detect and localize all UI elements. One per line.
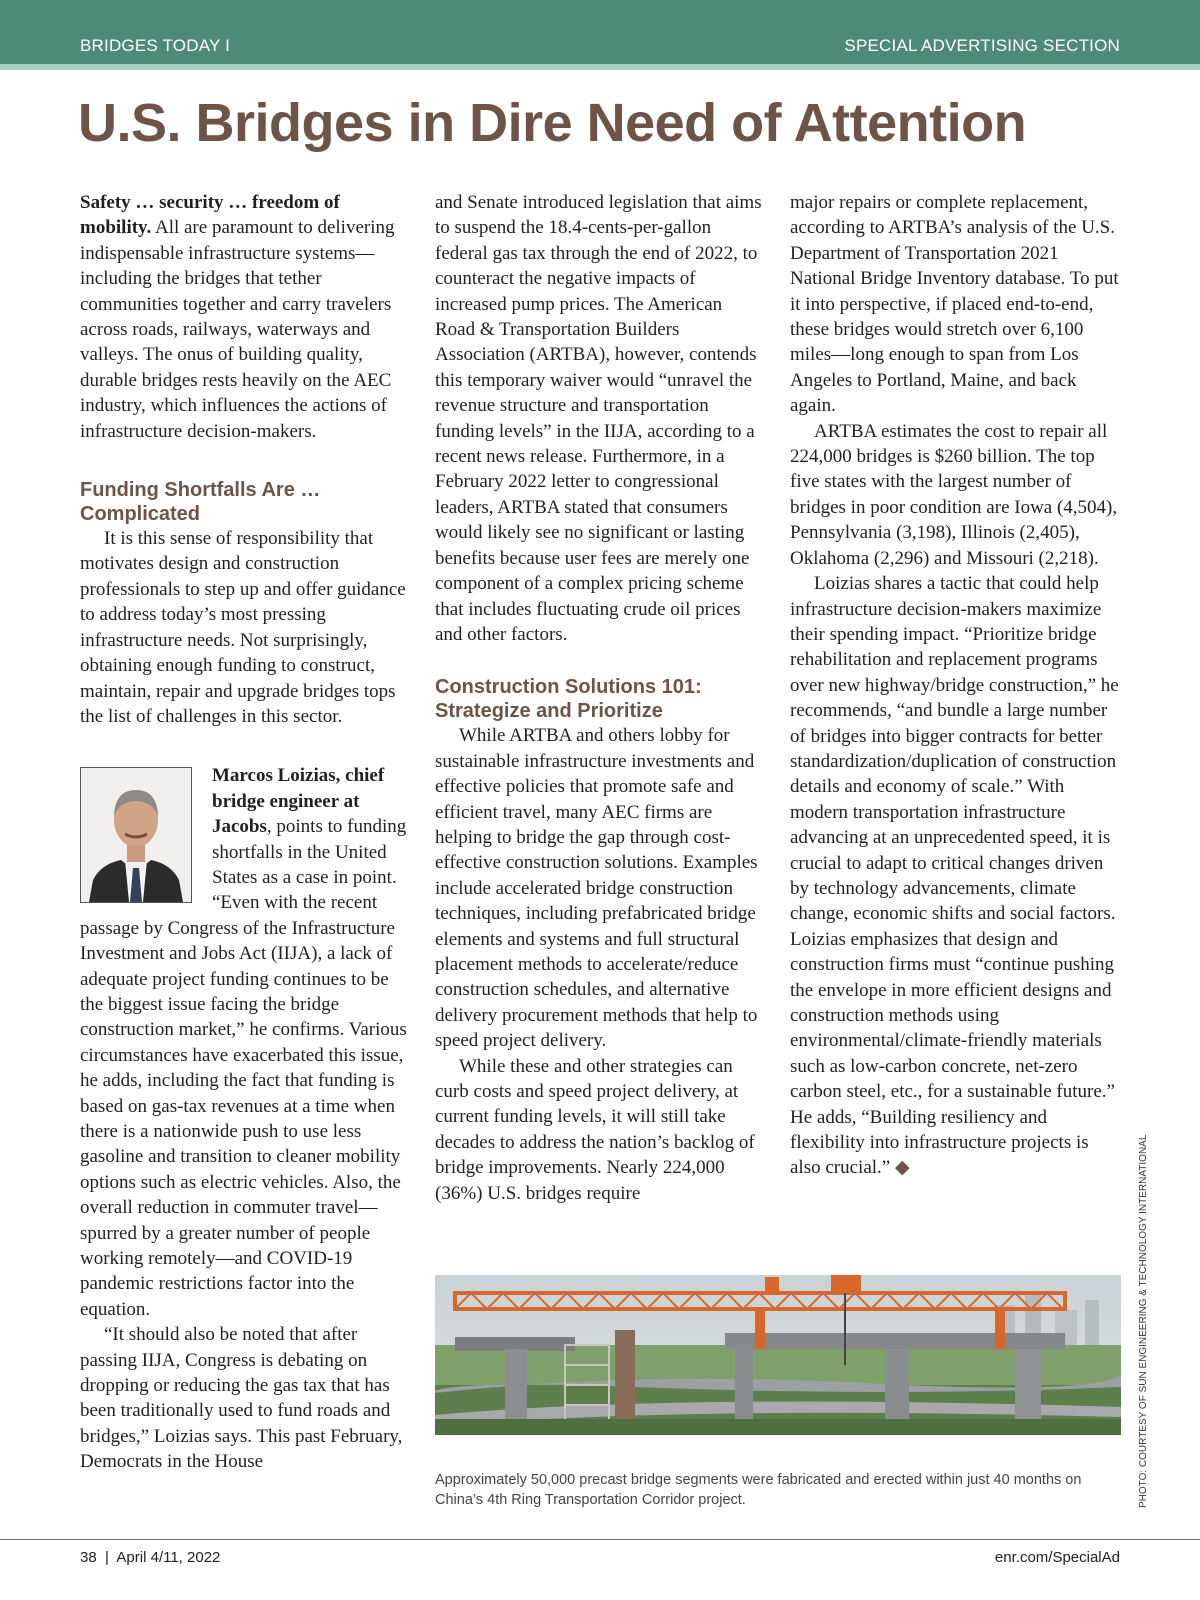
paragraph: It is this sense of responsibility that motivates design and construction professionals to step up and offer guidance to address today’s most pressing infrastructure needs. Not surprisingly, obtaining enough funding to construct, maintain, repair and upgrade bridges tops the list of challenges in this sector. xyxy=(80,528,406,727)
closing-text: Loizias shares a tactic that could help infrastructure decision-makers maximize their spending impact. “Prioritize bridge rehabilitation and replacement programs over new highway/bridge construction,” he recommends, “and bundle a large number of bridges into bigger contracts for better standardization/duplication of construction details and economy of scale.” With modern transportation infrastructure advancing at an unprecedented speed, it is crucial to adapt to critical changes driven by technology advancements, climate change, economic shifts and social factors. Loizias emphasizes that design and construction firms must “continue pushing the envelope in more efficient designs and construction methods using environmental/climate-friendly materials such as low-carbon concrete, net-zero carbon steel, etc., for a sustainable future.” He adds, “Building resiliency and flexibility into infrastructure projects is also crucial.” xyxy=(790,573,1119,1179)
speaker-name: Marcos Loizias, chief bridge engineer at Jacobs xyxy=(212,765,385,838)
quote-block xyxy=(80,763,410,1322)
person-portrait-icon xyxy=(81,768,191,902)
header-bar xyxy=(0,0,1200,70)
page-title: U.S. Bridges in Dire Need of Attention xyxy=(78,93,1027,153)
paragraph xyxy=(790,571,1120,1181)
intro-text: All are paramount to delivering indispensable infrastructure systems—including the bridges that tether communities together and carry travelers across roads, railways, waterways and valleys. The onus of building quality, durable bridges rests heavily on the AEC industry, which influences the actions of infrastructure decision-makers. xyxy=(80,217,395,442)
section-heading-construction: Construction Solutions 101: Strategize and Prioritize xyxy=(435,676,702,723)
paragraph: major repairs or complete replacement, according to ARTBA’s analysis of the U.S. Department of Transportation 2021 National Bridge Inventory database. To put it into perspective, if placed end-to-end, these bridges would stretch over 6,100 miles—long enough to span from Los Angeles to Portland, Maine, and back again. xyxy=(790,192,1119,417)
intro-lead: Safety … security … freedom of mobility. xyxy=(80,192,340,239)
intro-paragraph xyxy=(80,190,410,444)
paragraph: and Senate introduced legislation that aims to suspend the 18.4-cents-per-gallon federal gas tax through the end of 2022, to counteract the negative impacts of increased pump prices. The American Road & Transportation Builders Association (ARTBA), however, contends this temporary waiver would “unravel the revenue structure and transportation funding levels” in the IIJA, according to a recent news release. Furthermore, in a February 2022 letter to congressional leaders, ARTBA stated that consumers would likely see no significant or lasting benefits because user fees are merely one component of a complex pricing scheme that includes fluctuating crude oil prices and other factors. xyxy=(435,192,762,645)
footer-url: enr.com/SpecialAd xyxy=(994,1549,1120,1566)
paragraph: “It should also be noted that after passing IIJA, Congress is debating on dropping or reducing the gas tax that has been traditionally used to fund roads and bridges,” Loizias says. This past February, Democrats in the House xyxy=(80,1324,403,1473)
page-number-date: 38 | April 4/11, 2022 xyxy=(80,1549,221,1566)
column-3 xyxy=(790,190,1120,1181)
photo-caption: Approximately 50,000 precast bridge segments were fabricated and erected within just 40 months on China’s 4th Ring Transportation Corridor project. xyxy=(435,1472,1082,1508)
quote-text: , points to funding shortfalls in the United States as a case in point. “Even with the recent passage by Congress of the Infrastructure Investment and Jobs Act (IIJA), a lack of adequate project funding continues to be the biggest issue facing the bridge construction market,” he confirms. Various circumstances have exacerbated this issue, he adds, including the fact that funding is based on gas-tax revenues at a time when there is a nationwide push to use less gasoline and transition to cleaner mobility options such as electric vehicles. Also, the overall reduction in commuter travel—spurred by a greater number of people working remotely—and COVID-19 pandemic restrictions factor into the equation. xyxy=(80,816,407,1320)
photo-credit: PHOTO: COURTESY OF SUN ENGINEERING & TECHNOLOGY INTERNATIONAL xyxy=(1138,1134,1149,1508)
portrait-photo xyxy=(80,767,192,903)
footer-divider xyxy=(0,1539,1200,1540)
end-mark-icon: ◆ xyxy=(894,1157,910,1179)
column-1 xyxy=(80,190,410,1475)
paragraph: While ARTBA and others lobby for sustainable infrastructure investments and effective policies that promote safe and efficient travel, many AEC firms are helping to bridge the gap through cost-effective construction solutions. Examples include accelerated bridge construction techniques, including prefabricated bridge elements and systems and full structural placement methods to accelerate/reduce construction schedules, and alternative delivery procurement methods that help to speed project delivery. xyxy=(435,725,758,1052)
section-heading-funding: Funding Shortfalls Are … Complicated xyxy=(80,479,321,526)
advertising-label: SPECIAL ADVERTISING SECTION xyxy=(844,36,1120,55)
paragraph: While these and other strategies can curb costs and speed project delivery, at current funding levels, it will still take decades to address the nation’s backlog of bridge improvements. Nearly 224,000 (36%) U.S. bridges require xyxy=(435,1055,755,1204)
column-2 xyxy=(435,190,765,1206)
section-label: BRIDGES TODAY I xyxy=(80,36,231,55)
bridge-gantry-photo-icon xyxy=(435,1275,1121,1435)
bridge-construction-photo xyxy=(435,1275,1121,1435)
paragraph: ARTBA estimates the cost to repair all 224,000 bridges is $260 billion. The top five states with the largest number of bridges in poor condition are Iowa (4,504), Pennsylvania (3,198), Illinois (2,405), Oklahoma (2,296) and Missouri (2,218). xyxy=(790,420,1118,569)
